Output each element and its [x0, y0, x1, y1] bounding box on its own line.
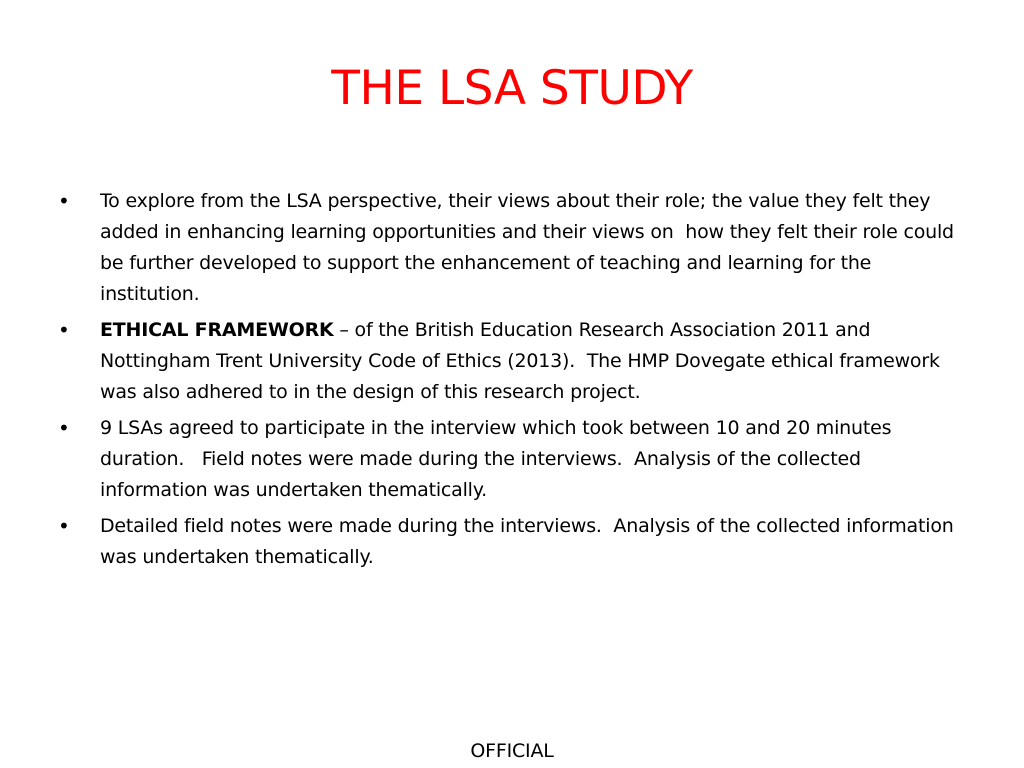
bullet-text: [100, 315, 970, 408]
slide-title: THE LSA STUDY: [331, 61, 693, 116]
bullet-item-participants: [58, 413, 970, 506]
bullet-icon: •: [58, 514, 70, 538]
bullet-body: – of the British Education Research Association 2011 and Nottingham Trent University Code of Ethics (2013). The HMP Dovegate ethical framework was also adhered to in the design of this research project.: [100, 319, 946, 403]
footer-classification: OFFICIAL: [470, 740, 554, 762]
bullet-heading: ETHICAL FRAMEWORK: [100, 319, 334, 341]
bullet-icon: •: [58, 318, 70, 342]
bullet-text: 9 LSAs agreed to participate in the interview which took between 10 and 20 minutes duration. Field notes were made during the interviews. Analysis of the collected information was undertaken thematically.: [100, 417, 898, 501]
bullet-icon: •: [58, 416, 70, 440]
bullet-text: To explore from the LSA perspective, their views about their role; the value they felt they added in enhancing learning opportunities and their views on how they felt their role could be further developed to support the enhancement of teaching and learning for the institution.: [100, 190, 960, 305]
bullet-text: Detailed field notes were made during the interviews. Analysis of the collected information was undertaken thematically.: [100, 515, 960, 568]
bullet-list: [58, 186, 970, 578]
bullet-icon: •: [58, 189, 70, 213]
bullet-item-ethical-framework: [58, 315, 970, 408]
bullet-item-field-notes: [58, 511, 970, 573]
bullet-item-objective: [58, 186, 970, 310]
